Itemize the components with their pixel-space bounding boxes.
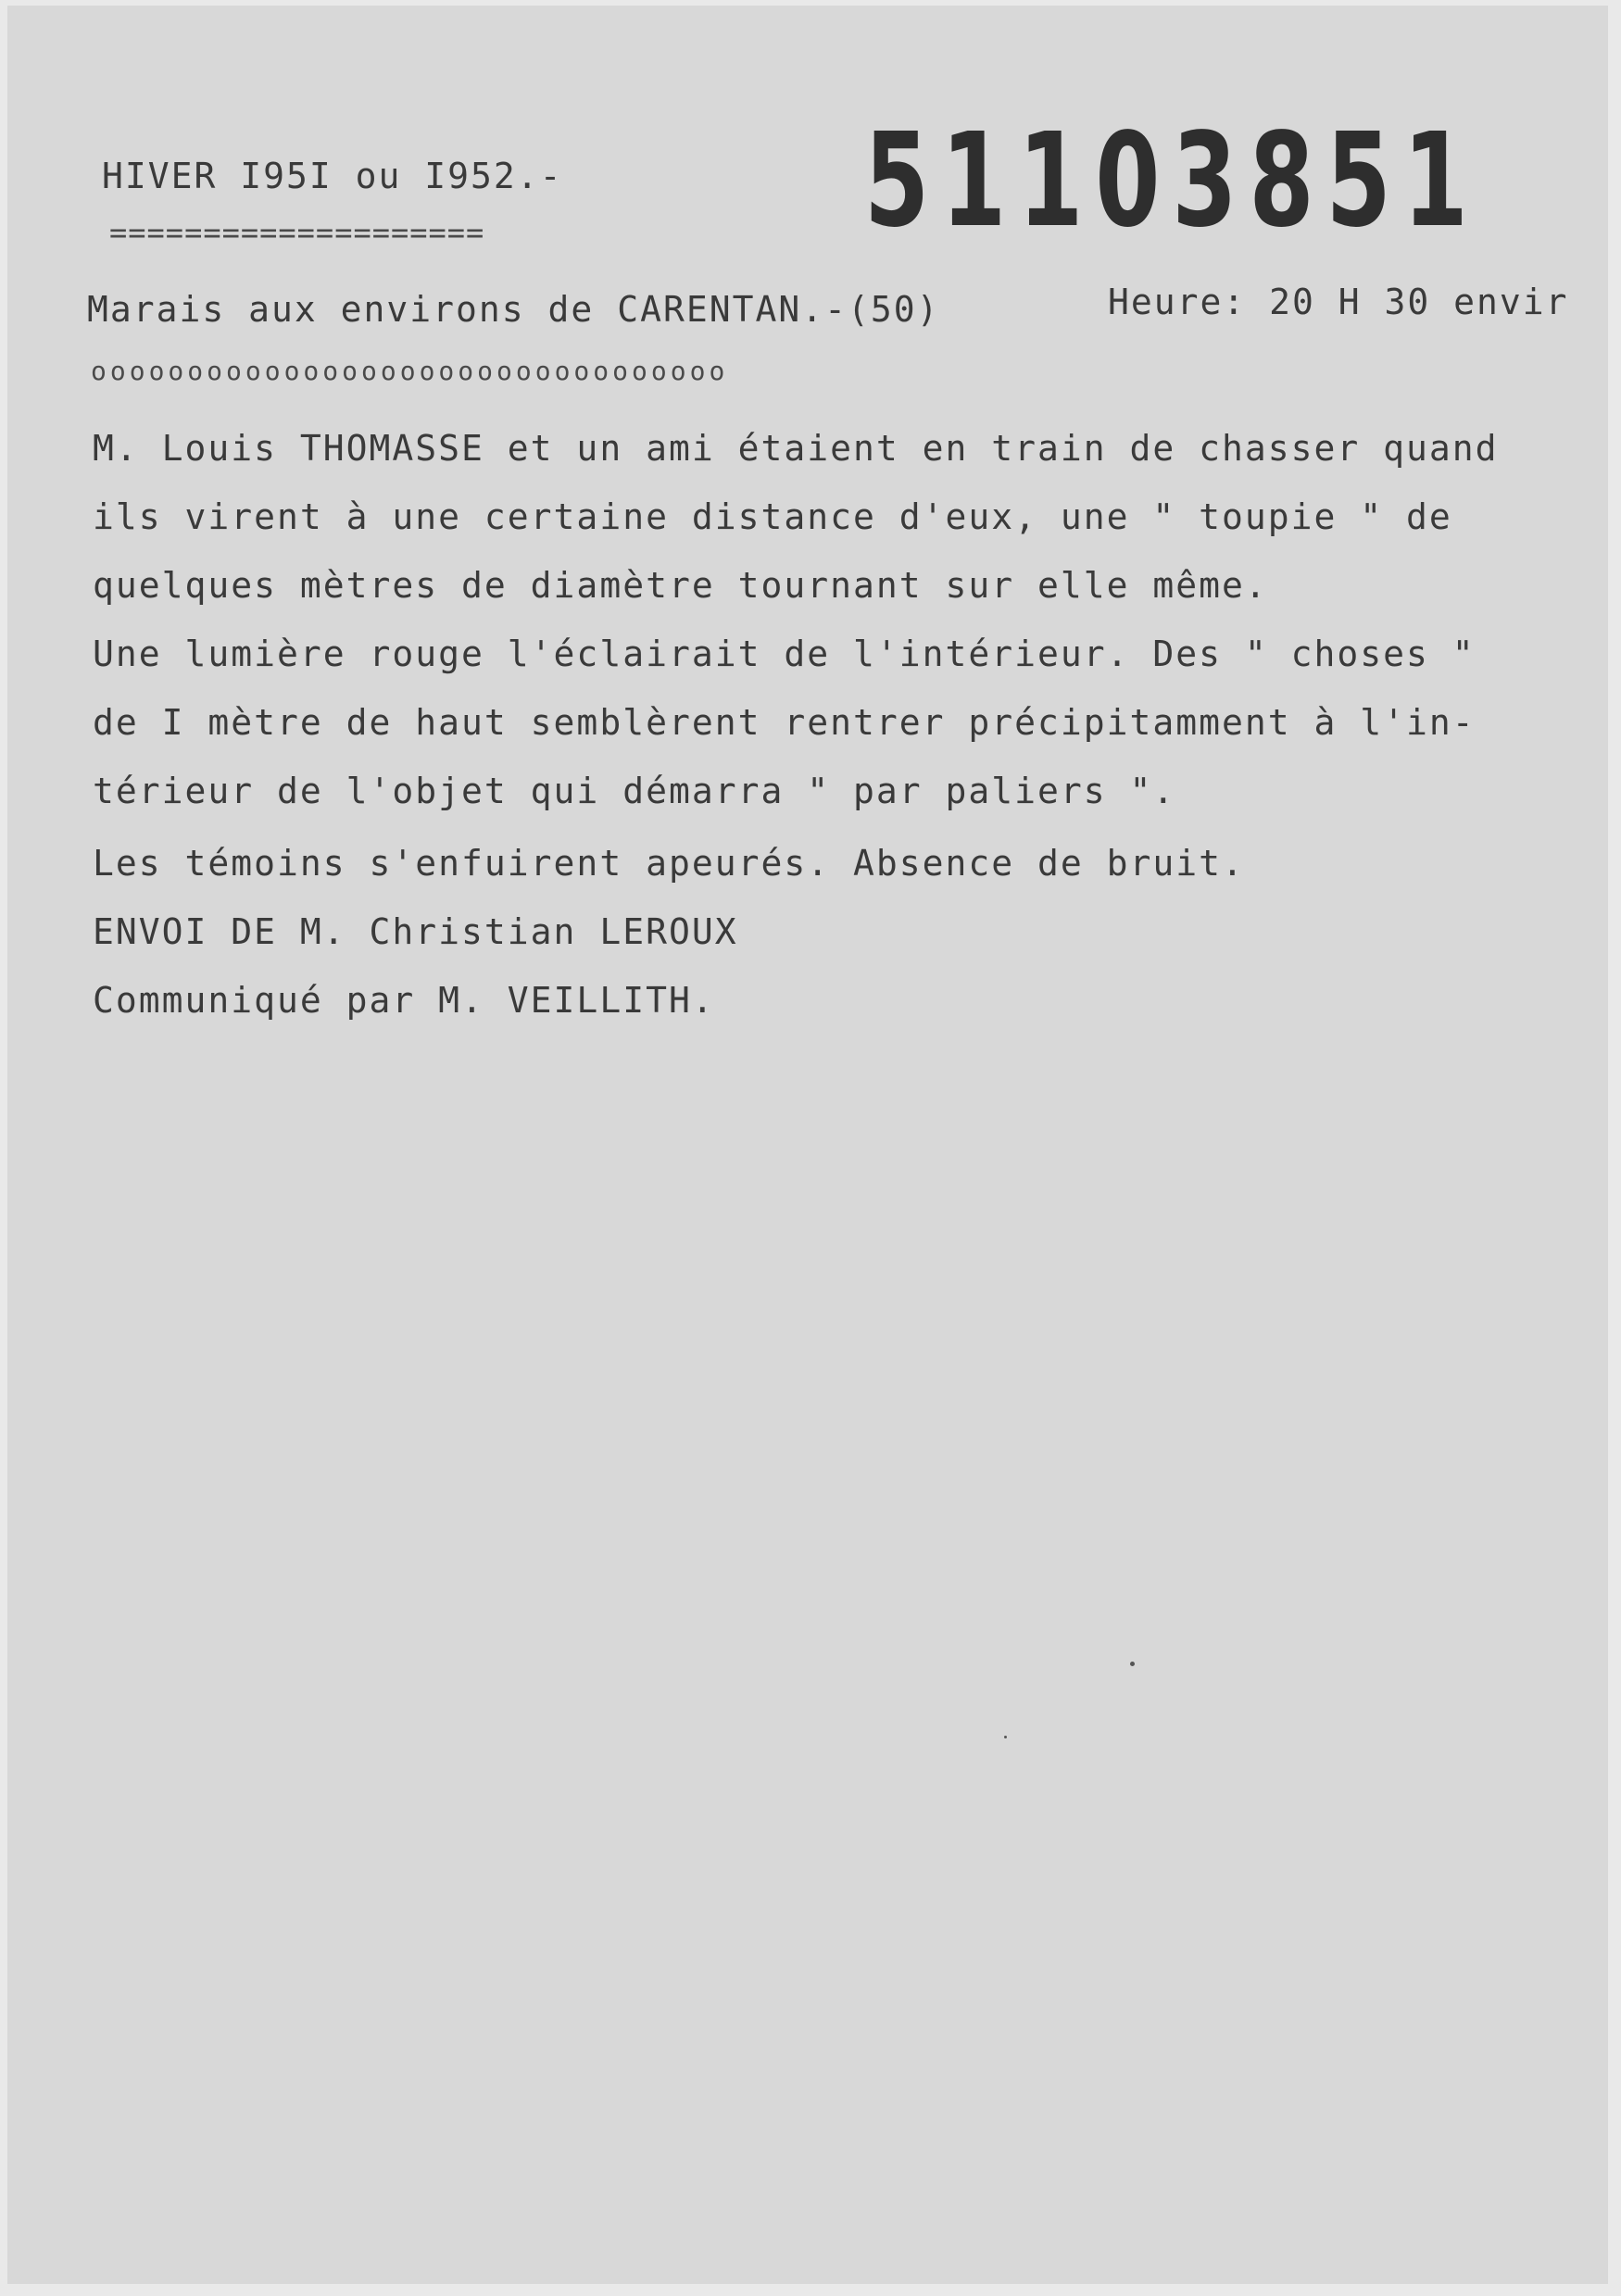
location-line: Marais aux environs de CARENTAN.-(50)	[87, 289, 940, 330]
archive-number-stamp: 51103851	[864, 106, 1480, 257]
paper-speck	[1004, 1736, 1007, 1738]
sender-line: ENVOI DE M. Christian LEROUX	[93, 911, 738, 952]
body-line: Les témoins s'enfuirent apeurés. Absence de bruit.	[93, 843, 1245, 884]
communicated-by-line: Communiqué par M. VEILLITH.	[93, 980, 715, 1021]
body-line: de I mètre de haut semblèrent rentrer précipitamment à l'in-	[93, 702, 1476, 743]
header-underline: ====================	[109, 215, 485, 250]
body-line: Une lumière rouge l'éclairait de l'intérieur. Des " choses "	[93, 634, 1476, 674]
time-line: Heure: 20 H 30 envir	[1108, 282, 1569, 322]
document-page	[7, 6, 1608, 2284]
body-line: ils virent à une certaine distance d'eux, une " toupie " de	[93, 496, 1452, 537]
body-line: térieur de l'objet qui démarra " par paliers ".	[93, 771, 1176, 811]
body-line: M. Louis THOMASSE et un ami étaient en train de chasser quand	[93, 428, 1499, 469]
body-line: quelques mètres de diamètre tournant sur elle même.	[93, 565, 1268, 606]
paper-speck	[1130, 1662, 1135, 1666]
header-date: HIVER I95I ou I952.-	[102, 156, 563, 196]
dotted-separator: ooooooooooooooooooooooooooooooooo	[91, 356, 729, 386]
